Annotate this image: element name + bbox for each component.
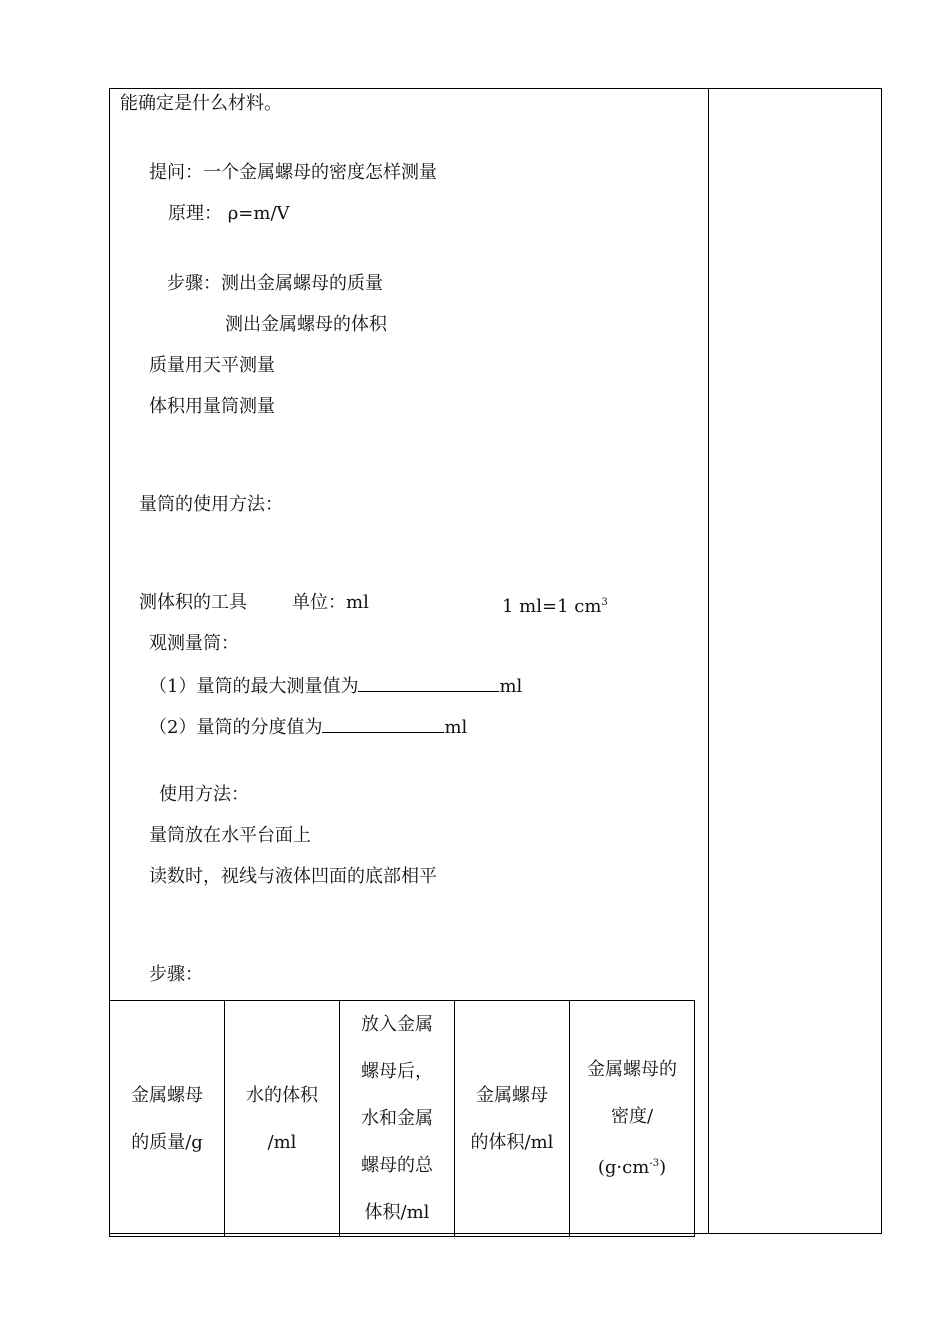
division-value-label: （2）量筒的分度值为 [149, 717, 323, 738]
steps-line-mass: 步骤：测出金属螺母的质量 [167, 273, 383, 294]
header-water-volume-line2: /ml [267, 1131, 297, 1153]
header-total-volume [340, 1001, 455, 1237]
max-range-label: （1）量筒的最大测量值为 [149, 676, 359, 697]
header-nut-mass [110, 1001, 225, 1237]
header-water-volume [225, 1001, 340, 1237]
usage-rule-horizontal: 量筒放在水平台面上 [149, 825, 311, 846]
usage-rule-reading: 读数时，视线与液体凹面的底部相平 [149, 866, 437, 887]
header-nut-density-unit [574, 1140, 690, 1191]
max-range-unit: ml [499, 676, 523, 697]
volume-tool-label: 测体积的工具 [139, 592, 247, 613]
header-nut-volume-line2: 的体积/ml [470, 1131, 554, 1153]
principle-line: 原理： ρ=m/V [168, 203, 290, 224]
header-total-volume-line1: 放入金属 [361, 1014, 433, 1035]
header-total-volume-line4: 螺母的总 [361, 1155, 433, 1176]
text-line-material: 能确定是什么材料。 [120, 93, 282, 114]
max-range-blank[interactable] [358, 673, 499, 692]
table-row [110, 1001, 695, 1237]
procedure-heading: 步骤： [149, 964, 203, 985]
measurement-table [109, 1000, 695, 1237]
unit-conversion-text: 1 ml=1 cm [502, 596, 602, 617]
volume-measure-line: 体积用量筒测量 [149, 396, 275, 417]
cylinder-usage-heading: 量筒的使用方法： [139, 494, 283, 515]
observe-cylinder-heading: 观测量筒： [149, 633, 239, 654]
header-water-volume-line1: 水的体积 [246, 1084, 318, 1106]
usage-method-heading: 使用方法： [159, 784, 249, 805]
density-unit-text: (g·cm [597, 1157, 650, 1178]
header-nut-density-line1: 金属螺母的 [587, 1059, 677, 1080]
division-value-question [149, 714, 467, 740]
header-nut-density-line2: 密度/ [610, 1106, 654, 1127]
header-nut-mass-line1: 金属螺母 [131, 1084, 203, 1106]
steps-line-volume: 测出金属螺母的体积 [225, 314, 387, 335]
unit-conversion-exponent: 3 [601, 597, 608, 608]
header-nut-mass-line2: 的质量/g [131, 1131, 203, 1153]
header-total-volume-line2: 螺母后， [361, 1061, 433, 1082]
density-unit-exponent: -3 [649, 1158, 660, 1169]
header-total-volume-line3: 水和金属 [361, 1108, 433, 1129]
header-nut-volume-line1: 金属螺母 [476, 1084, 548, 1106]
density-unit-close: ) [659, 1157, 667, 1178]
header-nut-density [570, 1001, 695, 1237]
max-range-question [149, 673, 522, 699]
division-value-unit: ml [444, 717, 468, 738]
header-nut-volume [455, 1001, 570, 1237]
frame-column-divider [708, 88, 709, 1234]
unit-label: 单位：ml [292, 592, 369, 613]
header-total-volume-line5: 体积/ml [364, 1202, 430, 1223]
mass-measure-line: 质量用天平测量 [149, 355, 275, 376]
question-line: 提问：一个金属螺母的密度怎样测量 [149, 162, 437, 183]
unit-conversion [502, 591, 608, 619]
division-value-blank[interactable] [322, 714, 444, 733]
frame-top-border [109, 88, 882, 89]
frame-right-border [881, 88, 882, 1234]
